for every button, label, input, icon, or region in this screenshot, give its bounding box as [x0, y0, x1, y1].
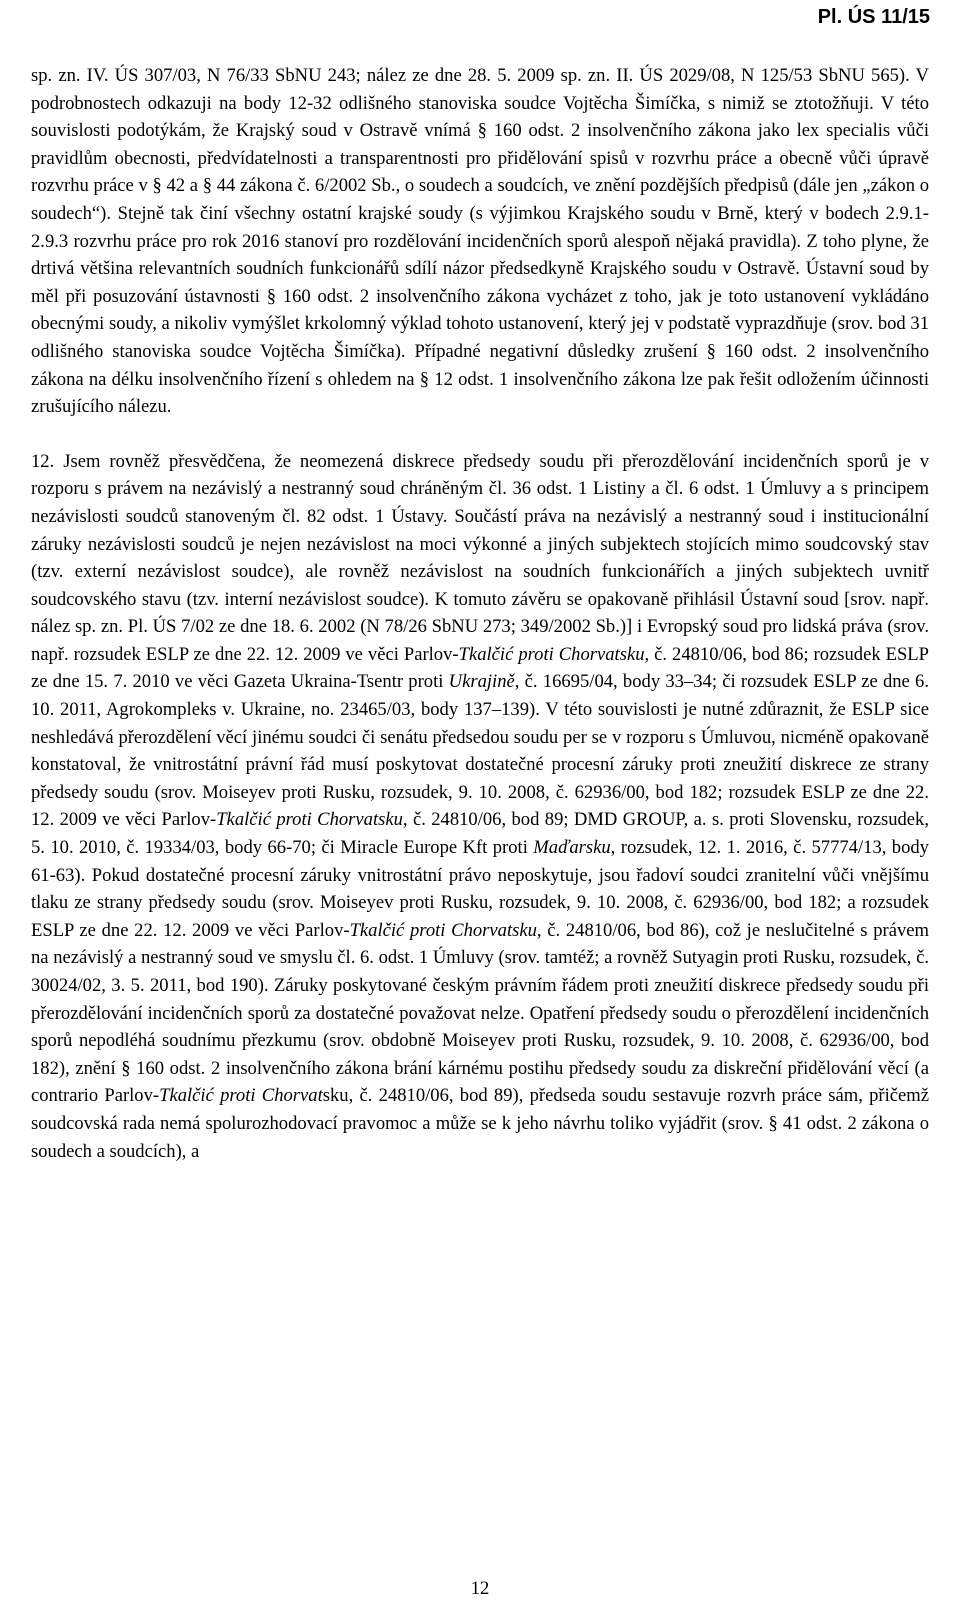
italic-text-segment: Tkalčić proti Chorvat [159, 1085, 323, 1107]
italic-text-segment: Tkalčić proti Chorvatsku [458, 643, 645, 665]
italic-text-segment: Tkalčić proti Chorvatsku [216, 809, 403, 831]
paragraph-continuation [31, 62, 929, 421]
text-segment: , č. 24810/06, bod 89; DMD GROUP, a. s. proti Slovensku, rozsudek, 5. 10. 2010, č. 19334/03, body 66-70; či Miracle Europe Kft proti [31, 809, 930, 859]
text-segment: , č. 24810/06, bod 86), což je neslučitelné s právem na nezávislý a nestranný soud ve smyslu čl. 6. odst. 1 Úmluvy (srov. tamtéž; a rovněž Sutyagin proti Rusku, rozsudek, č. 30024/02, 3. 5. 2011, bod 190). Záruky poskytované českým právním řádem proti zneužití diskrece předsedy soudu při přerozdělování incidenčních sporů za dostatečné považovat nelze. Opatření předsedy soudu o přerozdělení incidenčních sporů nepodléhá soudnímu přezkumu (srov. obdobně Moiseyev proti Rusku, rozsudek, 9. 10. 2008, č. 62936/00, bod 182), znění § 160 odst. 2 insolvenčního zákona brání kárnému postihu předsedy soudu za diskreční přidělování věcí (a contrario Parlov- [31, 919, 929, 1107]
text-segment: sp. zn. IV. ÚS 307/03, N 76/33 SbNU 243; nález ze dne 28. 5. 2009 sp. zn. II. ÚS 2029/08, N 125/53 SbNU 565). V podrobnostech odkazuji na body 12-32 odlišného stanoviska soudce Vojtěcha Šimíčka, s nimiž se ztotožňuji. V této souvislosti podotýkám, že Krajský soud v Ostravě vnímá § 160 odst. 2 insolvenčního zákona jako lex specialis vůči pravidlům obecnosti, předvídatelnosti a transparentnosti pro přidělování spisů v rozvrhu práce a obecně vůči úpravě rozvrhu práce v § 42 a § 44 zákona č. 6/2002 Sb., o soudech a soudcích, ve znění pozdějších předpisů (dále jen „zákon o soudech“). Stejně tak činí všechny ostatní krajské soudy (s výjimkou Krajského soudu v Brně, který v bodech 2.9.1-2.9.3 rozvrhu práce pro rok 2016 stanoví pro rozdělování incidenčních sporů alespoň nějaká pravidla). Z toho plyne, že drtivá většina relevantních soudních funkcionářů sdílí názor předsedkyně Krajského soudu v Ostravě. Ústavní soud by měl při posuzování ústavnosti § 160 odst. 2 insolvenčního zákona vycházet z toho, jak je toto ustanovení vykládáno obecnými soudy, a nikoliv vymýšlet krkolomný výklad tohoto ustanovení, který jej v podstatě vyprazdňuje (srov. bod 31 odlišného stanoviska soudce Vojtěcha Šimíčka). Případné negativní důsledky zrušení § 160 odst. 2 insolvenčního zákona na délku insolvenčního řízení s ohledem na § 12 odst. 1 insolvenčního zákona lze pak řešit odložením účinnosti zrušujícího nálezu. [31, 65, 929, 418]
text-segment: , č. 24810/06, bod 86; rozsudek ESLP ze dne 15. 7. 2010 ve věci Gazeta Ukraina-Tsentr proti [31, 643, 930, 693]
italic-text-segment: Tkalčić proti Chorvatsku [349, 919, 537, 941]
page-number: 12 [470, 1578, 490, 1599]
text-segment: , rozsudek, 12. 1. 2016, č. 57774/13, body 61-63). Pokud dostatečné procesní záruky vnitrostátní právo neposkytuje, jsou řadoví soudci zranitelní vůči vnějšímu tlaku ze strany předsedy soudu (srov. Moiseyev proti Rusku, rozsudek, 9. 10. 2008, č. 62936/00, bod 182; a rozsudek ESLP ze dne 22. 12. 2009 ve věci Parlov- [31, 837, 929, 941]
text-segment: 12. Jsem rovněž přesvědčena, že neomezená diskrece předsedy soudu při přerozdělování incidenčních sporů je v rozporu s právem na nezávislý a nestranný soud chráněným čl. 36 odst. 1 Listiny a čl. 6 odst. 1 Úmluvy a s principem nezávislosti soudců stanoveným čl. 82 odst. 1 Ústavy. Součástí práva na nezávislý a nestranný soud i institucionální záruky nezávislosti soudců je nejen nezávislost na moci výkonné a jiných subjektech stojících mimo soudcovský stav (tzv. externí nezávislost soudce), ale rovněž nezávislost na soudních funkcionářích a jiných subjektech uvnitř soudcovského stavu (tzv. interní nezávislost soudce). K tomuto závěru se opakovaně přihlásil Ústavní soud [srov. např. nález sp. zn. Pl. ÚS 7/02 ze dne 18. 6. 2002 (N 78/26 SbNU 273; 349/2002 Sb.)] i Evropský soud pro lidská práva (srov. např. rozsudek ESLP ze dne 22. 12. 2009 ve věci Parlov- [31, 450, 929, 665]
italic-text-segment: Maďarsku [533, 837, 611, 859]
text-segment: , č. 16695/04, body 33–34; či rozsudek ESLP ze dne 6. 10. 2011, Agrokompleks v. Ukraine, no. 23465/03, body 137–139). V této souvislosti je nutné zdůraznit, že ESLP sice neshledává přerozdělení věcí jinému soudci či senátu předsedou soudu per se v rozporu s Úmluvou, nicméně opakovaně konstatoval, že vnitrostátní právní řád musí poskytovat dostatečné procesní záruky proti zneužití diskrece ze strany předsedy soudu (srov. Moiseyev proti Rusku, rozsudek, 9. 10. 2008, č. 62936/00, bod 182; rozsudek ESLP ze dne 22. 12. 2009 ve věci Parlov- [31, 671, 929, 831]
italic-text-segment: Ukrajině [448, 671, 515, 693]
document-body [31, 62, 929, 1165]
text-segment: sku, č. 24810/06, bod 89), předseda soudu sestavuje rozvrh práce sám, přičemž soudcovská rada nemá spolurozhodovací pravomoc a může se k jeho návrhu toliko vyjádřit (srov. § 41 odst. 2 zákona o soudech a soudcích), a [31, 1085, 930, 1162]
paragraph-12 [31, 448, 929, 1165]
document-reference: Pl. ÚS 11/15 [817, 6, 930, 28]
